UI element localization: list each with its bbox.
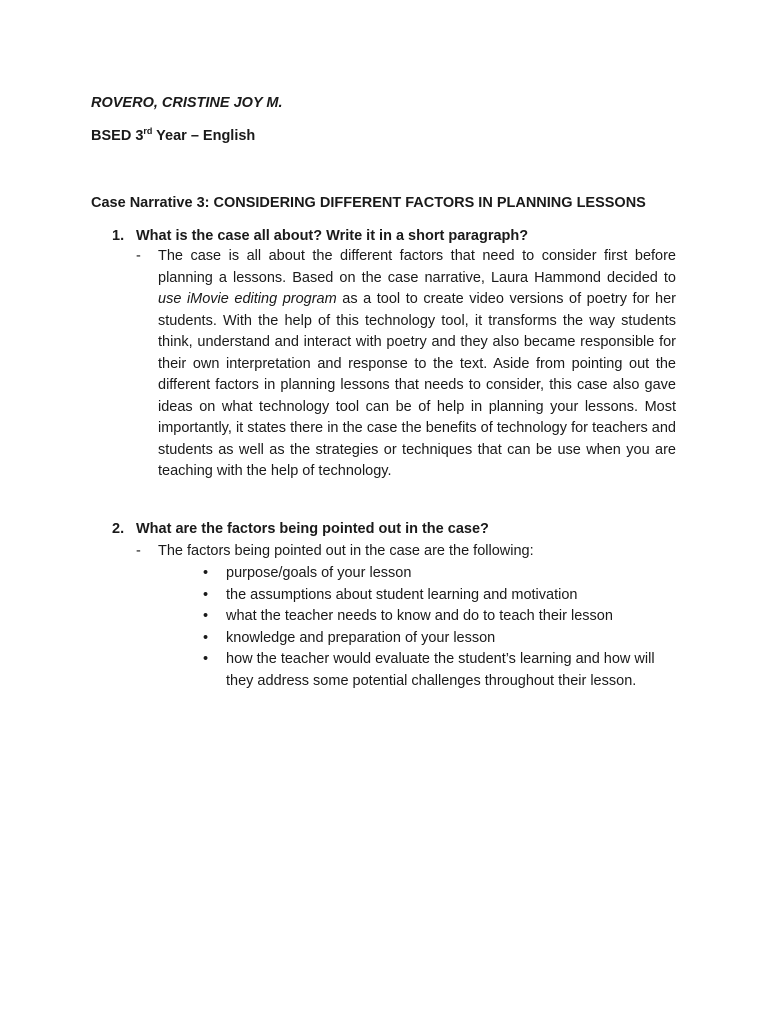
factors-list: [203, 563, 683, 692]
question-1-text: What is the case all about? Write it in a short paragraph?: [136, 228, 529, 244]
bullet-icon: •: [203, 586, 209, 603]
list-item: [203, 649, 683, 692]
answer-1-paragraph: [158, 246, 676, 483]
course-suffix: Year – English: [152, 128, 256, 144]
list-item: [203, 628, 683, 650]
answer-1-italic: use iMovie editing program: [158, 291, 337, 307]
list-item: [203, 606, 683, 628]
answer-1-part1: The case is all about the different factors that need to consider first before planning a lessons. Based on the case narrative, Laura Hammond decided to: [158, 248, 676, 286]
answer-2-dash: -: [136, 543, 141, 559]
answer-2-intro: The factors being pointed out in the case are the following:: [158, 543, 534, 559]
question-2-number: 2.: [112, 521, 125, 537]
bullet-icon: •: [203, 565, 209, 581]
course-superscript: rd: [143, 126, 153, 137]
list-item-text: what the teacher needs to know and do to teach their lesson: [226, 608, 613, 624]
list-item: [203, 585, 683, 607]
question-2-text: What are the factors being pointed out in the case?: [136, 521, 489, 537]
student-name: ROVERO, CRISTINE JOY M.: [91, 95, 283, 111]
question-2: [112, 520, 489, 538]
answer-1-dash: -: [136, 248, 141, 264]
list-item-text: how the teacher would evaluate the student’s learning and how will they address some potential challenges throughout their lesson.: [226, 651, 655, 689]
course-line: [91, 127, 255, 145]
list-item-text: purpose/goals of your lesson: [226, 565, 412, 581]
case-title: Case Narrative 3: CONSIDERING DIFFERENT FACTORS IN PLANNING LESSONS: [91, 195, 646, 211]
bullet-icon: •: [203, 629, 209, 646]
bullet-icon: •: [203, 651, 209, 667]
list-item-text: knowledge and preparation of your lesson: [226, 629, 496, 646]
question-1-number: 1.: [112, 228, 125, 244]
list-item: [203, 563, 683, 585]
course-prefix: BSED 3: [91, 128, 144, 144]
bullet-icon: •: [203, 608, 209, 624]
question-1: [112, 227, 528, 245]
list-item-text: the assumptions about student learning and motivation: [226, 586, 578, 603]
answer-1-part2: as a tool to create video versions of poetry for her students. With the help of this technology tool, it transforms the way students think, understand and interact with poetry and they also became responsible for their own interpretation and response to the text. Aside from pointing out the different factors in planning lessons that needs to consider, this case also gave ideas on what technology tool can be of help in planning your lessons. Most importantly, it states there in the case the benefits of technology for teachers and students as well as the strategies or techniques that can be use when you are teaching with the help of technology.: [158, 291, 676, 479]
